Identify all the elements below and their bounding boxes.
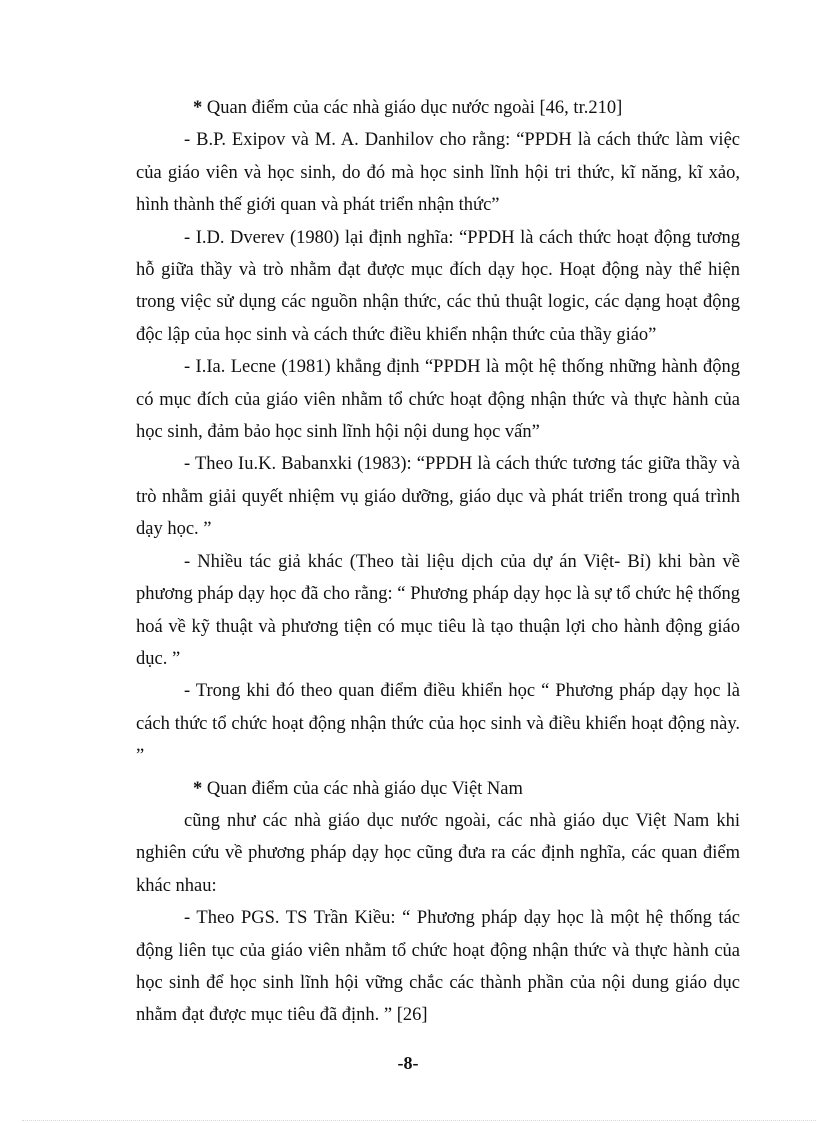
document-body [136, 92, 740, 1032]
section-heading-vietnam [136, 773, 740, 805]
heading-text: Quan điểm của các nhà giáo dục nước ngoài [46, tr.210] [206, 98, 623, 118]
bullet-star: * [193, 778, 203, 799]
paragraph-lecne: - I.Ia. Lecne (1981) khẳng định “PPDH là một hệ thống những hành động có mục đích của giáo viên nhằm tổ chức hoạt động nhận thức và thực hành của học sinh, đảm bảo học sinh lĩnh hội nội dung học vấn” [136, 357, 740, 443]
heading-text: Quan điểm của các nhà giáo dục Việt Nam [206, 778, 523, 799]
paragraph-dverev: - I.D. Dverev (1980) lại định nghĩa: “PPDH là cách thức hoạt động tương hỗ giữa thầy và trò nhằm đạt được mục đích dạy học. Hoạt động này thể hiện trong việc sử dụng các nguồn nhận thức, các thủ thuật logic, các dạng hoạt động độc lập của học sinh và cách thức điều khiển nhận thức của thầy giáo” [136, 227, 740, 345]
paragraph-vietnam-intro: cũng như các nhà giáo dục nước ngoài, các nhà giáo dục Việt Nam khi nghiên cứu về phương pháp dạy học cũng đưa ra các định nghĩa, các quan điểm khác nhau: [136, 810, 740, 896]
section-heading-foreign [136, 92, 740, 124]
bullet-star: * [193, 98, 203, 118]
paragraph-viet-bi: - Nhiều tác giả khác (Theo tài liệu dịch của dự án Việt- Bỉ) khi bàn về phương pháp dạy học đã cho rằng: “ Phương pháp dạy học là sự tổ chức hệ thống hoá về kỹ thuật và phương tiện có mục tiêu là tạo thuận lợi cho hành động giáo dục. ” [136, 551, 740, 669]
paragraph-tran-kieu: - Theo PGS. TS Trần Kiều: “ Phương pháp dạy học là một hệ thống tác động liên tục của giáo viên nhằm tổ chức hoạt động nhận thức và thực hành của học sinh để học sinh lĩnh hội vững chắc các thành phần của nội dung giáo dục nhằm đạt được mục tiêu đã định. ” [26] [136, 908, 740, 1026]
page-number: -8- [397, 1053, 419, 1073]
paragraph-exipov: - B.P. Exipov và M. A. Danhilov cho rằng: “PPDH là cách thức làm việc của giáo viên và học sinh, do đó mà học sinh lĩnh hội tri thức, kĩ năng, kĩ xảo, hình thành thế giới quan và phát triển nhận thức” [136, 130, 740, 216]
page-divider [22, 1120, 816, 1121]
paragraph-babanxki: - Theo Iu.K. Babanxki (1983): “PPDH là cách thức tương tác giữa thầy và trò nhằm giải quyết nhiệm vụ giáo dưỡng, giáo dục và phát triển trong quá trình dạy học. ” [136, 454, 740, 540]
paragraph-cybernetics: - Trong khi đó theo quan điểm điều khiển học “ Phương pháp dạy học là cách thức tổ chức hoạt động nhận thức của học sinh và điều khiển hoạt động này. ” [136, 681, 740, 767]
